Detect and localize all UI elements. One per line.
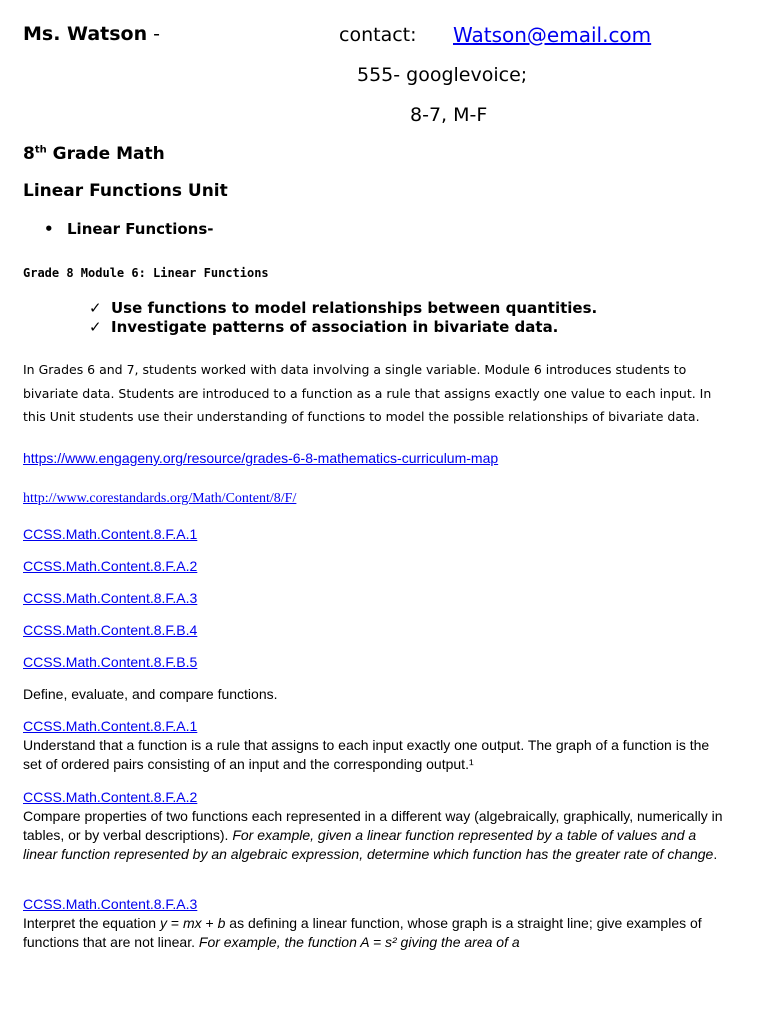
bullet-list-item: [44, 220, 214, 238]
standard-detail-link[interactable]: CCSS.Math.Content.8.F.A.2: [23, 789, 198, 805]
standard-detail-example: For example, the function A = s² giving the area of a: [198, 934, 520, 950]
bullet-dot-icon: •: [44, 220, 54, 238]
standard-link[interactable]: CCSS.Math.Content.8.F.A.2: [23, 558, 198, 574]
checkmark-icon: ✓: [89, 299, 102, 317]
standard-detail: [23, 895, 729, 952]
teacher-name-text: Ms. Watson: [23, 23, 148, 45]
standard-detail-link[interactable]: CCSS.Math.Content.8.F.A.3: [23, 896, 198, 912]
checkmark-icon: ✓: [89, 318, 102, 336]
standard-detail-text: as defining a linear function, whose graph is a straight line; give examples of functions that are not linear.: [23, 915, 702, 950]
unit-title: Linear Functions Unit: [23, 181, 228, 201]
phone-text: 555- googlevoice;: [357, 64, 528, 86]
grade-suffix: th: [34, 144, 47, 156]
module-title: Grade 8 Module 6: Linear Functions: [23, 266, 269, 280]
standard-detail-example: For example, given a linear function represented by a table of values and a linear function represented by an algebraic expression, determine which function has the greater rate of change: [23, 827, 714, 862]
equation-y: y: [160, 915, 167, 931]
standard-link[interactable]: CCSS.Math.Content.8.F.A.3: [23, 590, 198, 606]
grade-heading: [23, 144, 165, 164]
standard-detail-tail: .: [713, 846, 718, 862]
goal-text: Use functions to model relationships between quantities.: [111, 299, 598, 317]
standard-detail-text: Interpret the equation: [23, 915, 160, 931]
standard-detail-text: Understand that a function is a rule that assigns to each input exactly one output. The graph of a function is the set of ordered pairs consisting of an input and the corresponding output.¹: [23, 737, 710, 772]
equation-equals: =: [167, 915, 183, 931]
grade-number: 8: [23, 144, 35, 164]
goal-item: [89, 318, 558, 336]
goal-text: Investigate patterns of association in bivariate data.: [111, 318, 559, 336]
corestandards-link[interactable]: http://www.corestandards.org/Math/Content/8/F/: [23, 491, 297, 506]
equation-b: b: [217, 915, 226, 931]
bullet-item-text: Linear Functions-: [67, 220, 214, 238]
equation-mx: mx: [182, 915, 202, 931]
teacher-name: [23, 23, 160, 45]
standard-detail: [23, 788, 729, 864]
standard-link[interactable]: CCSS.Math.Content.8.F.B.4: [23, 622, 198, 638]
define-heading: Define, evaluate, and compare functions.: [23, 686, 278, 702]
teacher-dash: -: [147, 23, 161, 45]
engageny-link[interactable]: https://www.engageny.org/resource/grades-6-8-mathematics-curriculum-map: [23, 450, 499, 466]
contact-email-link[interactable]: Watson@email.com: [453, 23, 652, 47]
standard-detail-text: Compare properties of two functions each represented in a different way (algebraically, graphically, numerically in tables, or by verbal descriptions).: [23, 808, 723, 843]
standard-detail-link[interactable]: CCSS.Math.Content.8.F.A.1: [23, 718, 198, 734]
standard-detail: [23, 717, 729, 774]
grade-subject: Grade Math: [46, 144, 165, 164]
equation-plus: +: [201, 915, 218, 931]
standard-link[interactable]: CCSS.Math.Content.8.F.A.1: [23, 526, 198, 542]
office-hours: 8-7, M-F: [410, 104, 488, 126]
module-intro: In Grades 6 and 7, students worked with data involving a single variable. Module 6 introduces students to bivariate data. Students are introduced to a function as a rule that assigns exactly one value to each input. In this Unit students use their understanding of functions to model the possible relationships of bivariate data.: [23, 362, 712, 424]
standard-link[interactable]: CCSS.Math.Content.8.F.B.5: [23, 654, 198, 670]
contact-label: contact:: [339, 24, 417, 46]
goal-item: [89, 299, 597, 317]
